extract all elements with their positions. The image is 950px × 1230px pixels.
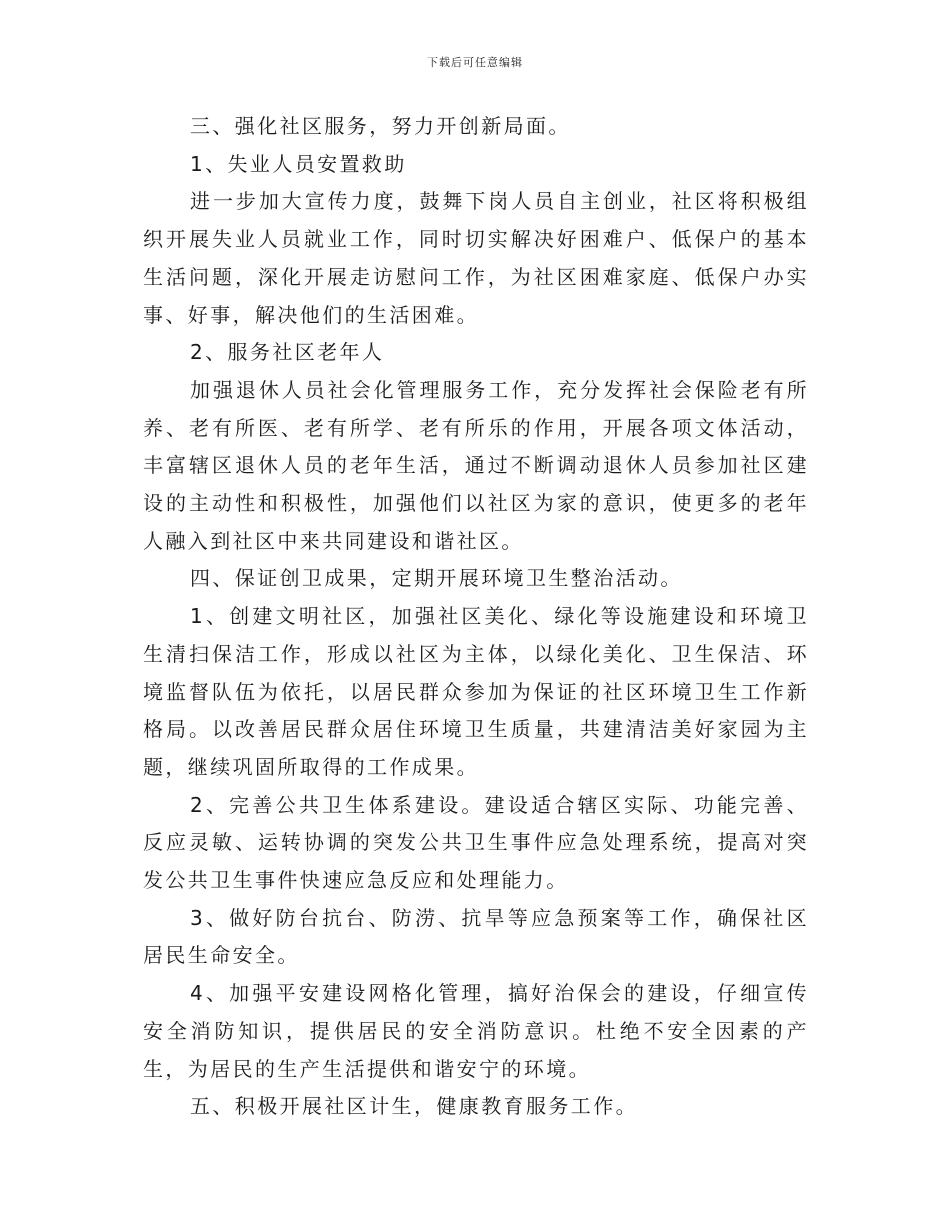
document-body — [143, 108, 809, 1126]
page-header: 下载后可任意编辑 — [427, 56, 523, 69]
section-heading-4: 四、保证创卫成果，定期开展环境卫生整治活动。 — [190, 566, 683, 591]
paragraph-safety-grid: 4、加强平安建设网格化管理，搞好治保会的建设，仔细宣传安全消防知识，提供居民的安全消防意识。杜绝不安全因素的产生，为居民的生产生活提供和谐安宁的环境。 — [143, 981, 809, 1081]
paragraph-unemployment: 进一步加大宣传力度，鼓舞下岗人员自主创业，社区将积极组织开展失业人员就业工作，同时切实解决好困难户、低保户的基本生活问题，深化开展走访慰问工作，为社区困难家庭、低保户办实事、好事，解决他们的生活困难。 — [143, 189, 809, 327]
subheading-elderly: 2、服务社区老年人 — [190, 340, 385, 365]
paragraph-civilized-community: 1、创建文明社区，加强社区美化、绿化等设施建设和环境卫生清扫保洁工作，形成以社区为主体，以绿化美化、卫生保洁、环境监督队伍为依托，以居民群众参加为保证的社区环境卫生工作新格局。以改善居民群众居住环境卫生质量，共建清洁美好家园为主题，继续巩固所取得的工作成果。 — [143, 604, 809, 779]
section-heading-5: 五、积极开展社区计生，健康教育服务工作。 — [190, 1094, 638, 1119]
subheading-unemployment: 1、失业人员安置救助 — [190, 151, 407, 176]
paragraph-elderly: 加强退休人员社会化管理服务工作，充分发挥社会保险老有所养、老有所医、老有所学、老有所乐的作用，开展各项文体活动，丰富辖区退休人员的老年生活，通过不断调动退休人员参加社区建设的主动性和积极性，加强他们以社区为家的意识，使更多的老年人融入到社区中来共同建设和谐社区。 — [143, 377, 809, 553]
section-heading-3: 三、强化社区服务，努力开创新局面。 — [190, 114, 571, 138]
paragraph-public-health: 2、完善公共卫生体系建设。建设适合辖区实际、功能完善、反应灵敏、运转协调的突发公共卫生事件应急处理系统，提高对突发公共卫生事件快速应急反应和处理能力。 — [143, 792, 809, 893]
paragraph-emergency-plan: 3、做好防台抗台、防涝、抗旱等应急预案等工作，确保社区居民生命安全。 — [143, 905, 809, 968]
